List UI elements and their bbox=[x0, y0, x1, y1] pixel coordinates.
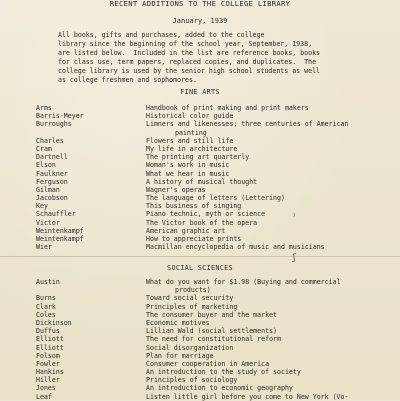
book-title: Historical color guide bbox=[146, 112, 234, 121]
document-date: January, 1939 bbox=[172, 17, 228, 25]
author-name: Folsom bbox=[36, 351, 60, 360]
pencil-mark: ⁾ bbox=[293, 212, 296, 222]
book-title: Woman's work in music bbox=[146, 161, 230, 170]
author-name: Clark bbox=[36, 302, 56, 311]
section-title-social-sciences: SOCIAL SCIENCES bbox=[167, 264, 233, 272]
author-name: Barris-Meyer bbox=[36, 112, 84, 121]
author-name: Wier bbox=[36, 243, 52, 252]
book-title: The language of letters (Lettering) bbox=[146, 194, 285, 203]
book-title-continued: painting bbox=[175, 128, 207, 137]
book-title: An introduction to economic geography bbox=[146, 384, 293, 393]
intro-line: for class use, term papers, replaced copies, and duplicates. The bbox=[58, 58, 317, 67]
author-name: Dartnell bbox=[36, 153, 68, 162]
author-name: Austin bbox=[36, 278, 60, 286]
book-title: Listen little girl before you come to New York (Vo- bbox=[146, 392, 349, 401]
book-title: Economic motives bbox=[146, 318, 210, 327]
book-title-continued: products) bbox=[175, 286, 211, 295]
section-title-fine-arts: FINE ARTS bbox=[180, 88, 220, 96]
author-name: Jones bbox=[36, 384, 56, 393]
document-title: RECENT ADDITIONS TO THE COLLEGE LIBRARY bbox=[109, 0, 291, 8]
intro-line: library since the beginning of the school year, September, 1938, bbox=[58, 40, 313, 49]
book-title: How to appreciate prints bbox=[146, 235, 242, 244]
book-title: An introduction to the study of society bbox=[146, 368, 301, 377]
author-name: Coles bbox=[36, 310, 56, 319]
author-name: Elliott bbox=[36, 335, 64, 344]
book-title: Wagner's operas bbox=[146, 185, 206, 194]
author-name: Leaf bbox=[36, 392, 52, 401]
author-name: Victor bbox=[36, 218, 60, 227]
author-name: Burns bbox=[36, 294, 56, 303]
author-name: Weintenkampf bbox=[36, 235, 84, 244]
book-title: Piano technic, myth or science bbox=[146, 210, 266, 219]
book-title: Principles of marketing bbox=[146, 302, 238, 311]
book-title: Principles of sociology bbox=[146, 376, 238, 385]
intro-line: All books, gifts and purchases, added to the college bbox=[58, 31, 265, 39]
author-name: Elson bbox=[36, 161, 56, 170]
intro-line: are listed below. Included in the list are reference books, books bbox=[58, 49, 321, 58]
author-name: Key bbox=[36, 202, 48, 211]
author-name: Jacobson bbox=[36, 194, 68, 203]
pencil-mark: ʃ bbox=[293, 253, 296, 263]
author-name: Burroughs bbox=[36, 120, 72, 129]
book-title: The printing art quarterly bbox=[146, 153, 250, 162]
author-name: Schauffler bbox=[36, 210, 76, 219]
author-name: Fowler bbox=[36, 359, 60, 368]
book-title: What we hear in music bbox=[146, 169, 230, 178]
author-name: Hiller bbox=[36, 376, 60, 385]
book-title: American graphic art bbox=[146, 226, 226, 235]
author-name: Cram bbox=[36, 144, 52, 153]
author-name: Duffus bbox=[36, 327, 60, 336]
author-name: Dickinson bbox=[36, 318, 72, 327]
book-title: Plan for marriage bbox=[146, 351, 214, 360]
book-title: Handbook of print making and print makers bbox=[146, 104, 309, 112]
book-title: This business of singing bbox=[146, 202, 242, 211]
author-name: Charles bbox=[36, 136, 64, 145]
book-title: A history of musical thought bbox=[146, 177, 258, 186]
book-title: Limners and likenesses; three centuries of American bbox=[146, 120, 349, 129]
book-title: The consumer buyer and the market bbox=[146, 310, 278, 319]
book-title: My life in architecture bbox=[146, 144, 238, 153]
author-name: Faulkner bbox=[36, 169, 68, 178]
book-title: The need for constitutional reform bbox=[146, 335, 281, 344]
book-title: Toward social security bbox=[146, 294, 234, 303]
author-name: Gilman bbox=[36, 185, 60, 194]
intro-line: as college freshmen and sophomores. bbox=[58, 76, 197, 85]
book-title: Social disorganization bbox=[146, 343, 234, 352]
author-name: Weintenkampf bbox=[36, 226, 84, 235]
author-name: Elliott bbox=[36, 343, 64, 352]
book-title: The Victor book of the opera bbox=[146, 218, 258, 227]
author-name: Hankins bbox=[36, 368, 64, 377]
book-title: Macmillan encyclopedia of music and musicians bbox=[146, 243, 325, 252]
page-fold bbox=[0, 256, 400, 258]
intro-paragraph bbox=[58, 31, 320, 86]
author-name: Arms bbox=[36, 104, 52, 112]
book-title: Flowers and still life bbox=[146, 136, 234, 145]
book-title: Lillian Wald (social settlements) bbox=[146, 327, 278, 336]
book-title: Consumer cooperation in America bbox=[146, 359, 270, 368]
author-name: Ferguson bbox=[36, 177, 68, 186]
book-title: What do you want for $1.98 (Buying and commercial bbox=[146, 278, 341, 286]
intro-line: college library is used by the senior high school students as well bbox=[58, 67, 321, 76]
